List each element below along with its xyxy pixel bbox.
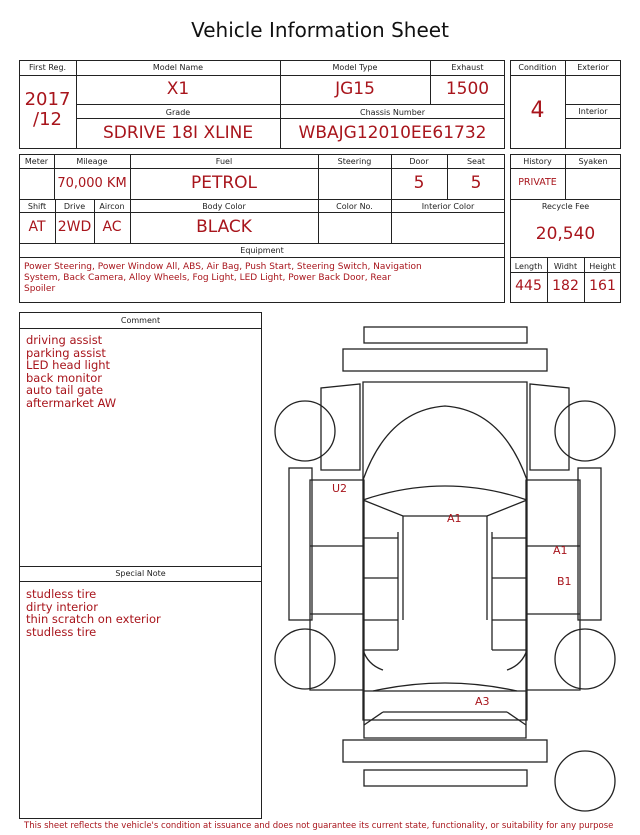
condition-label: Condition <box>518 63 557 72</box>
recycle-fee-value: 20,540 <box>535 224 596 244</box>
body-color-label: Body Color <box>202 202 246 211</box>
recycle-fee-label: Recycle Fee <box>541 202 590 211</box>
steering-label: Steering <box>337 157 372 166</box>
meter-label: Meter <box>24 157 49 166</box>
page-title: Vehicle Information Sheet <box>191 18 449 42</box>
model-name-label: Model Name <box>152 63 204 72</box>
mileage-label: Mileage <box>76 157 108 166</box>
special-note-item: studless tire <box>26 624 97 639</box>
width-value: 182 <box>552 278 579 294</box>
disclaimer-footer: This sheet reflects the vehicle's condition at issuance and does not guarantee its current state, functionality, or suitability for any purpose <box>24 821 614 831</box>
model-name-value: X1 <box>166 79 190 99</box>
comment-item: LED head light <box>26 358 111 373</box>
model-type-label: Model Type <box>332 63 378 72</box>
body-color-value: BLACK <box>196 217 252 237</box>
fuel-label: Fuel <box>215 157 233 166</box>
comment-list <box>26 334 116 410</box>
model-type-value: JG15 <box>335 79 375 99</box>
shift-value: AT <box>28 219 46 235</box>
length-value: 445 <box>515 278 542 294</box>
interior-label: Interior <box>578 107 608 116</box>
grade-label: Grade <box>165 108 191 117</box>
history-value: PRIVATE <box>518 177 557 188</box>
shift-label: Shift <box>27 202 47 211</box>
syaken-label: Syaken <box>578 157 608 166</box>
seat-label: Seat <box>466 157 486 166</box>
exterior-label: Exterior <box>577 63 609 72</box>
exhaust-label: Exhaust <box>451 63 484 72</box>
height-label: Height <box>589 262 616 271</box>
first-reg-year: 2017 <box>24 89 71 110</box>
chassis-number-label: Chassis Number <box>360 108 425 117</box>
fuel-value: PETROL <box>190 173 258 193</box>
comment-item: back monitor <box>26 370 102 385</box>
grade-value: SDRIVE 18I XLINE <box>102 123 254 143</box>
drive-value: 2WD <box>57 219 92 235</box>
first-reg-label: First Reg. <box>28 63 67 72</box>
comment-item: aftermarket AW <box>26 395 117 410</box>
comment-item: parking assist <box>26 345 106 360</box>
interior-color-label: Interior Color <box>421 202 475 211</box>
height-value: 161 <box>589 278 616 294</box>
mileage-value: 70,000 KM <box>57 176 127 191</box>
car-damage-diagram <box>268 320 624 818</box>
door-label: Door <box>409 157 429 166</box>
aircon-label: Aircon <box>99 202 125 211</box>
first-reg-month: /12 <box>33 109 62 130</box>
damage-mark-u2: U2 <box>332 482 348 495</box>
comment-item: driving assist <box>26 333 103 347</box>
special-note-item: dirty interior <box>26 599 98 614</box>
special-note-label: Special Note <box>115 569 166 578</box>
length-label: Length <box>514 262 543 271</box>
comment-label: Comment <box>120 316 161 325</box>
seat-value: 5 <box>470 173 482 193</box>
chassis-number-value: WBAJG12010EE61732 <box>298 123 487 143</box>
special-note-list <box>26 588 161 638</box>
special-note-item: studless tire <box>26 587 97 601</box>
exhaust-value: 1500 <box>445 79 490 99</box>
drive-label: Drive <box>63 202 86 211</box>
damage-mark-a3: A3 <box>475 695 490 708</box>
damage-mark-a1-center: A1 <box>447 512 462 525</box>
history-label: History <box>523 157 552 166</box>
damage-mark-a1-right: A1 <box>553 544 568 557</box>
color-no-label: Color No. <box>336 202 373 211</box>
width-label: Widht <box>553 262 578 271</box>
aircon-value: AC <box>102 219 122 235</box>
door-value: 5 <box>413 173 425 193</box>
condition-value: 4 <box>530 98 545 123</box>
comment-item: auto tail gate <box>26 383 104 398</box>
equipment-text: Power Steering, Power Window All, ABS, Air Bag, Push Start, Steering Switch, Navigation System, Back Camera, Alloy Wheels, Fog Light, LED Light, Power Back Door, Rear Spoiler <box>24 262 422 294</box>
damage-mark-b1: B1 <box>557 575 572 588</box>
special-note-item: thin scratch on exterior <box>26 612 161 627</box>
equipment-label: Equipment <box>240 246 284 255</box>
